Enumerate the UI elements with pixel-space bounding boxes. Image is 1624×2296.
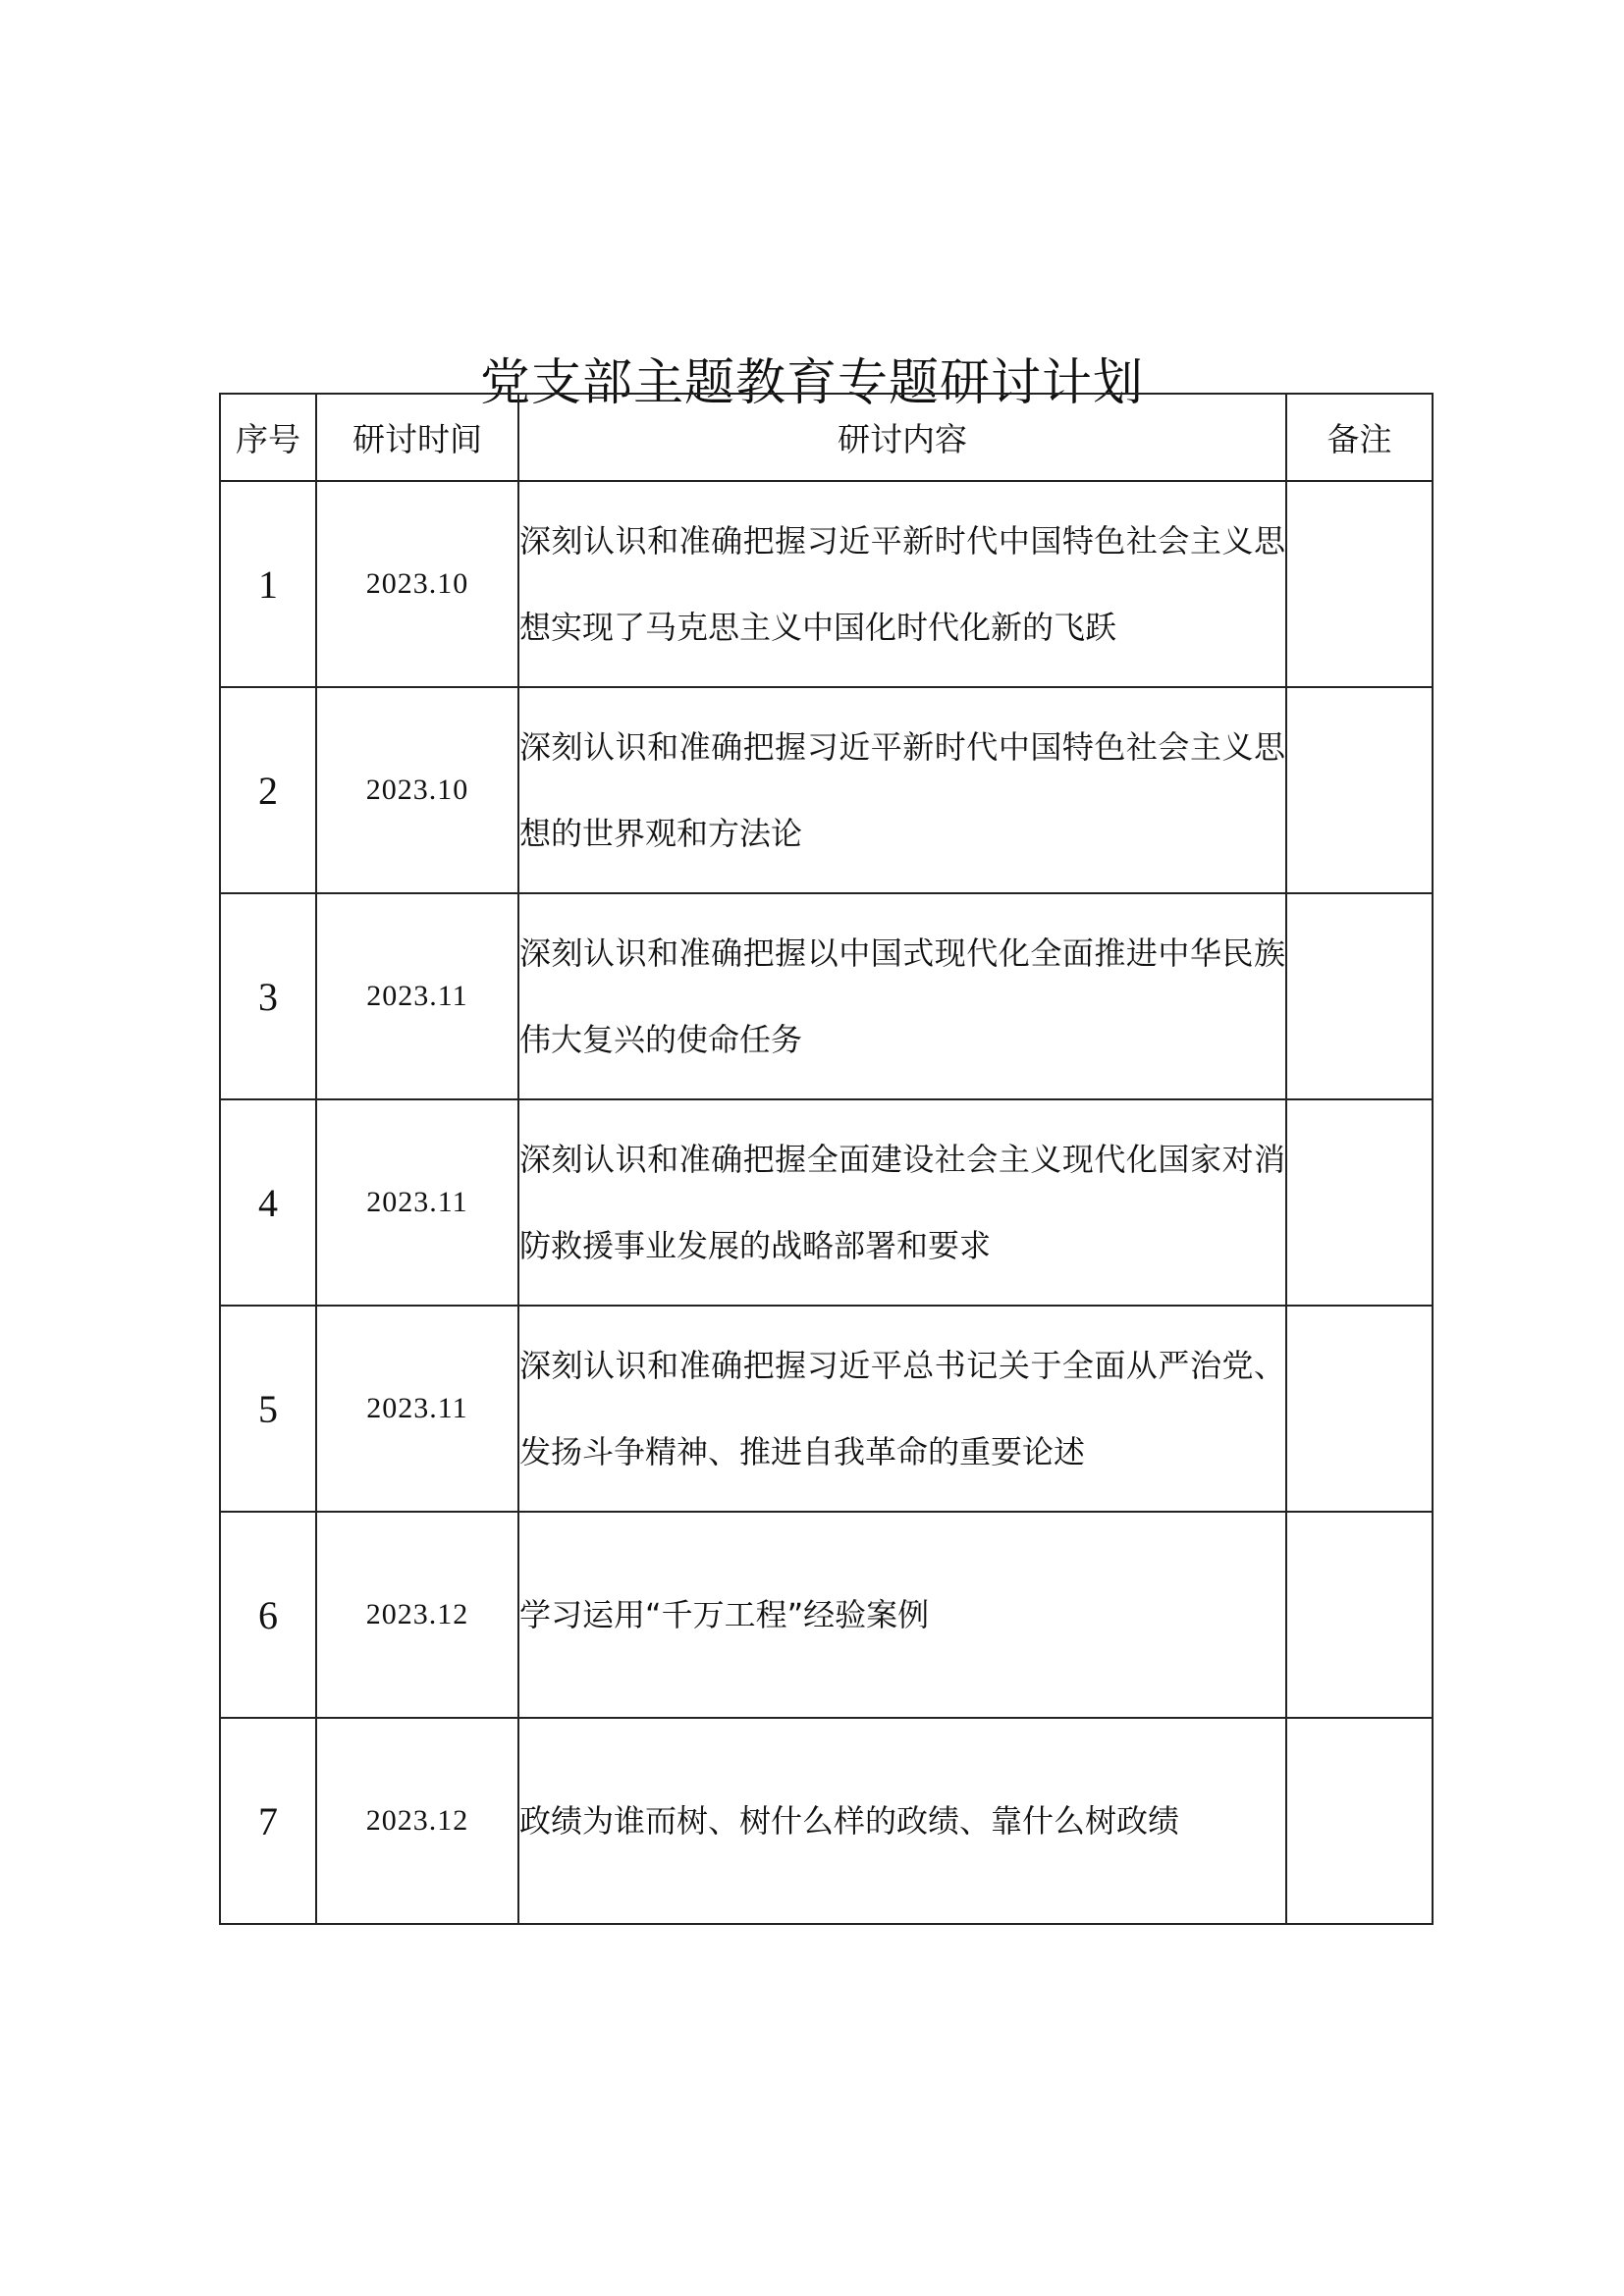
table-row bbox=[220, 893, 1433, 1099]
page-title: 党支部主题教育专题研讨计划 bbox=[479, 354, 1144, 413]
row-time: 2023.11 bbox=[316, 1306, 518, 1512]
row-note bbox=[1286, 1099, 1433, 1306]
table-header-row bbox=[220, 394, 1433, 481]
row-content: 深刻认识和准确把握习近平新时代中国特色社会主义思想实现了马克思主义中国化时代化新的飞跃 bbox=[518, 481, 1286, 687]
table-row bbox=[220, 481, 1433, 687]
table-row bbox=[220, 1306, 1433, 1512]
row-note bbox=[1286, 1306, 1433, 1512]
table-row bbox=[220, 1512, 1433, 1718]
row-time: 2023.10 bbox=[316, 481, 518, 687]
row-content: 学习运用“千万工程”经验案例 bbox=[518, 1512, 1286, 1718]
row-note bbox=[1286, 893, 1433, 1099]
row-note bbox=[1286, 1718, 1433, 1924]
table-row bbox=[220, 1718, 1433, 1924]
row-seq: 3 bbox=[220, 893, 316, 1099]
table-row bbox=[220, 1099, 1433, 1306]
header-seq: 序号 bbox=[220, 394, 316, 481]
table-row bbox=[220, 687, 1433, 893]
row-seq: 7 bbox=[220, 1718, 316, 1924]
header-time: 研讨时间 bbox=[316, 394, 518, 481]
row-seq: 2 bbox=[220, 687, 316, 893]
row-content: 深刻认识和准确把握以中国式现代化全面推进中华民族伟大复兴的使命任务 bbox=[518, 893, 1286, 1099]
row-note bbox=[1286, 481, 1433, 687]
row-seq: 1 bbox=[220, 481, 316, 687]
row-time: 2023.10 bbox=[316, 687, 518, 893]
row-content: 深刻认识和准确把握习近平总书记关于全面从严治党、发扬斗争精神、推进自我革命的重要论述 bbox=[518, 1306, 1286, 1512]
header-content: 研讨内容 bbox=[518, 394, 1286, 481]
row-time: 2023.12 bbox=[316, 1512, 518, 1718]
row-time: 2023.11 bbox=[316, 1099, 518, 1306]
row-note bbox=[1286, 1512, 1433, 1718]
row-content: 政绩为谁而树、树什么样的政绩、靠什么树政绩 bbox=[518, 1718, 1286, 1924]
discussion-plan-table bbox=[219, 393, 1434, 1925]
row-seq: 5 bbox=[220, 1306, 316, 1512]
row-content: 深刻认识和准确把握全面建设社会主义现代化国家对消防救援事业发展的战略部署和要求 bbox=[518, 1099, 1286, 1306]
row-time: 2023.12 bbox=[316, 1718, 518, 1924]
row-content: 深刻认识和准确把握习近平新时代中国特色社会主义思想的世界观和方法论 bbox=[518, 687, 1286, 893]
header-note: 备注 bbox=[1286, 394, 1433, 481]
row-time: 2023.11 bbox=[316, 893, 518, 1099]
row-seq: 4 bbox=[220, 1099, 316, 1306]
row-note bbox=[1286, 687, 1433, 893]
row-seq: 6 bbox=[220, 1512, 316, 1718]
